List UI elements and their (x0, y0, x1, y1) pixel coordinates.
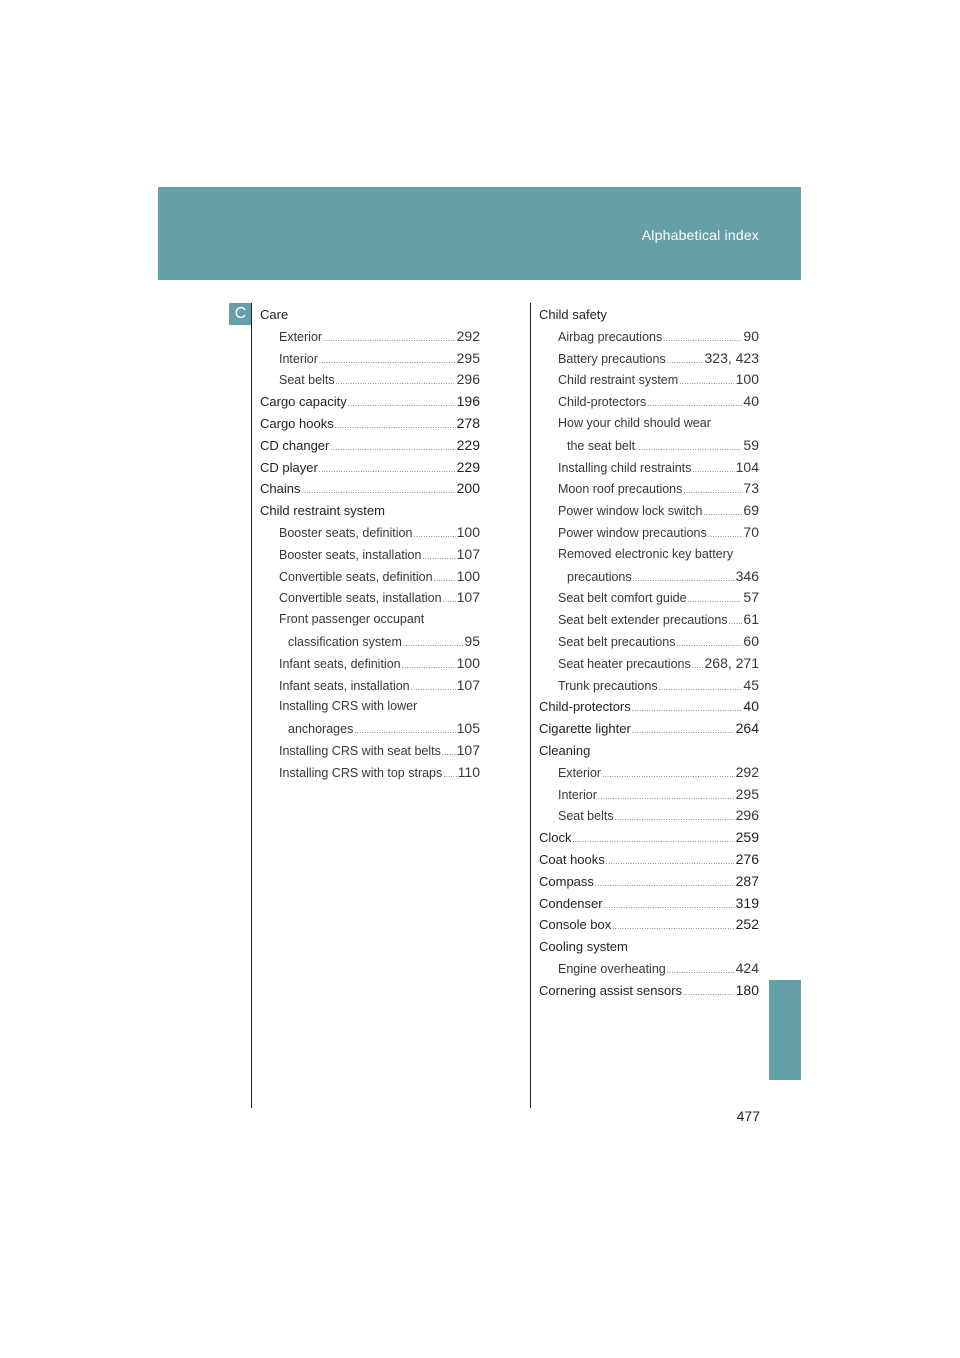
entry-text: Child restraint system (558, 373, 679, 388)
entry-page-ref: 107 (456, 741, 480, 758)
entry-text: Infant seats, installation (279, 678, 410, 693)
entry-page-ref: 100 (456, 523, 480, 540)
leader-dots (636, 438, 742, 460)
entry-page-ref: 424 (735, 959, 759, 976)
entry-text: Interior (279, 351, 318, 366)
index-subentry (260, 348, 480, 370)
entry-text: Moon roof precautions (558, 482, 683, 497)
index-subentry (260, 718, 480, 740)
entry-page-ref: 276 (735, 850, 759, 867)
leader-dots (679, 372, 734, 394)
index-subentry (539, 958, 759, 980)
leader-dots (602, 765, 735, 787)
leader-dots (659, 678, 743, 700)
entry-text: Exterior (558, 765, 602, 780)
leader-dots (336, 372, 456, 394)
index-subentry (260, 696, 480, 718)
index-subentry (539, 762, 759, 784)
entry-page-ref: 200 (456, 480, 480, 497)
leader-dots (422, 547, 455, 569)
index-subentry (539, 413, 759, 435)
entry-text: Installing child restraints (558, 460, 692, 475)
entry-text: Booster seats, installation (279, 547, 422, 562)
index-subentry (539, 631, 759, 653)
entry-page-ref: 61 (743, 611, 759, 628)
entry-page-ref: 287 (735, 872, 759, 889)
leader-dots (403, 634, 463, 656)
left-column-rule (251, 303, 252, 1108)
entry-text: Clock (539, 830, 572, 846)
leader-dots (598, 787, 735, 809)
entry-page-ref: 90 (743, 327, 759, 344)
index-subentry (260, 326, 480, 348)
entry-page-ref: 105 (456, 720, 480, 737)
entry-text: Front passenger occupant (279, 612, 425, 627)
thumb-index-tab (769, 980, 801, 1080)
entry-text: Trunk precautions (558, 678, 658, 693)
entry-page-ref: 100 (456, 567, 480, 584)
entry-text: Booster seats, definition (279, 525, 413, 540)
index-subentry (260, 762, 480, 784)
entry-text: Power window precautions (558, 525, 707, 540)
entry-text: Child-protectors (539, 699, 631, 715)
index-subentry (539, 544, 759, 566)
entry-text: Seat belts (558, 809, 614, 824)
index-subentry (539, 522, 759, 544)
entry-text: Power window lock switch (558, 504, 703, 519)
leader-dots (348, 394, 456, 416)
leader-dots (606, 852, 735, 874)
index-subentry (539, 391, 759, 413)
entry-text: Convertible seats, definition (279, 569, 433, 584)
entry-page-ref: 295 (735, 785, 759, 802)
entry-text: Installing CRS with top straps (279, 765, 443, 780)
leader-dots (595, 874, 735, 896)
index-subentry (539, 784, 759, 806)
leader-dots (683, 983, 735, 1005)
entry-text: How your child should wear (558, 415, 711, 430)
index-subentry (260, 675, 480, 697)
entry-page-ref: 40 (743, 698, 759, 715)
entry-page-ref: 252 (735, 916, 759, 933)
index-entry (539, 740, 759, 762)
entry-text: Seat belt precautions (558, 634, 676, 649)
entry-text: CD changer (260, 437, 330, 453)
leader-dots (411, 678, 456, 700)
index-entry (260, 478, 480, 500)
entry-text: CD player (260, 459, 318, 475)
index-entry (260, 304, 480, 326)
index-entry (260, 435, 480, 457)
entry-page-ref: 59 (743, 436, 759, 453)
entry-page-ref: 107 (456, 545, 480, 562)
leader-dots (434, 569, 456, 591)
entry-text: Infant seats, definition (279, 656, 401, 671)
index-column-left (260, 304, 480, 784)
leader-dots (729, 612, 743, 634)
index-entry (539, 871, 759, 893)
leader-dots (354, 721, 455, 743)
page-number: 477 (736, 1108, 760, 1124)
index-entry (539, 980, 759, 1002)
entry-page-ref: 278 (456, 414, 480, 431)
entry-text: Cigarette lighter (539, 721, 631, 737)
index-subentry (260, 587, 480, 609)
entry-text: Installing CRS with lower (279, 699, 418, 714)
entry-text: Seat belts (279, 373, 335, 388)
entry-text: Airbag precautions (558, 329, 663, 344)
index-subentry (539, 653, 759, 675)
entry-page-ref: 292 (735, 763, 759, 780)
entry-page-ref: 70 (743, 523, 759, 540)
entry-text: Convertible seats, installation (279, 591, 442, 606)
index-subentry (539, 369, 759, 391)
entry-text: Chains (260, 481, 301, 497)
entry-page-ref: 229 (456, 458, 480, 475)
index-column-right (539, 304, 759, 1002)
entry-text: Exterior (279, 329, 323, 344)
entry-text: Cargo capacity (260, 394, 347, 410)
index-entry (539, 827, 759, 849)
entry-page-ref: 110 (457, 763, 480, 780)
leader-dots (612, 917, 734, 939)
entry-page-ref: 268, 271 (704, 654, 759, 671)
entry-text: Engine overheating (558, 961, 666, 976)
index-entry (539, 936, 759, 958)
index-entry (539, 718, 759, 740)
index-subentry (539, 435, 759, 457)
index-subentry (260, 566, 480, 588)
leader-dots (704, 503, 743, 525)
entry-page-ref: 73 (743, 480, 759, 497)
index-subentry (260, 544, 480, 566)
leader-dots (443, 590, 456, 612)
leader-dots (615, 808, 735, 830)
index-subentry (539, 675, 759, 697)
entry-page-ref: 60 (743, 632, 759, 649)
index-subentry (539, 478, 759, 500)
entry-text: Condenser (539, 895, 603, 911)
entry-text: Coat hooks (539, 851, 605, 867)
entry-page-ref: 259 (735, 829, 759, 846)
leader-dots (443, 765, 456, 787)
entry-page-ref: 100 (735, 371, 759, 388)
leader-dots (688, 590, 743, 612)
index-subentry (539, 609, 759, 631)
index-subentry (539, 326, 759, 348)
entry-page-ref: 95 (464, 632, 480, 649)
header-band (158, 187, 801, 280)
leader-dots (632, 699, 743, 721)
index-subentry (539, 587, 759, 609)
leader-dots (402, 656, 456, 678)
leader-dots (319, 460, 456, 482)
entry-text: Battery precautions (558, 351, 666, 366)
entry-text: Seat belt comfort guide (558, 591, 687, 606)
index-entry (260, 500, 480, 522)
leader-dots (692, 460, 734, 482)
entry-page-ref: 296 (456, 371, 480, 388)
index-subentry (539, 805, 759, 827)
index-subentry (260, 522, 480, 544)
entry-page-ref: 69 (743, 502, 759, 519)
index-subentry (260, 653, 480, 675)
entry-text: Cargo hooks (260, 415, 334, 431)
entry-page-ref: 296 (735, 807, 759, 824)
entry-text: anchorages (288, 722, 354, 737)
entry-page-ref: 100 (456, 654, 480, 671)
entry-page-ref: 107 (456, 589, 480, 606)
leader-dots (692, 656, 704, 678)
page-title: Alphabetical index (641, 227, 759, 243)
entry-page-ref: 264 (735, 720, 759, 737)
entry-page-ref: 57 (743, 589, 759, 606)
index-entry (539, 914, 759, 936)
entry-page-ref: 319 (735, 894, 759, 911)
index-entry (260, 457, 480, 479)
index-subentry (539, 457, 759, 479)
index-entry (539, 893, 759, 915)
leader-dots (413, 525, 455, 547)
entry-page-ref: 196 (456, 393, 480, 410)
entry-text: Interior (558, 787, 597, 802)
index-subentry (260, 631, 480, 653)
index-subentry (260, 369, 480, 391)
entry-text: precautions (567, 569, 632, 584)
entry-text: Compass (539, 873, 594, 889)
entry-text: Console box (539, 917, 612, 933)
entry-page-ref: 346 (735, 567, 759, 584)
index-subentry (539, 566, 759, 588)
leader-dots (604, 896, 735, 918)
entry-page-ref: 107 (456, 676, 480, 693)
entry-text: Cornering assist sensors (539, 982, 683, 998)
leader-dots (442, 743, 456, 765)
index-subentry (539, 500, 759, 522)
entry-page-ref: 104 (735, 458, 759, 475)
index-entry (260, 413, 480, 435)
index-entry (539, 696, 759, 718)
entry-page-ref: 229 (456, 436, 480, 453)
entry-text: Child-protectors (558, 395, 647, 410)
leader-dots (319, 351, 456, 373)
leader-dots (683, 481, 742, 503)
entry-text: Seat belt extender precautions (558, 613, 728, 628)
index-subentry (260, 740, 480, 762)
index-entry (539, 304, 759, 326)
entry-page-ref: 295 (456, 349, 480, 366)
leader-dots (335, 416, 456, 438)
entry-text: Installing CRS with seat belts (279, 743, 441, 758)
index-entry (539, 849, 759, 871)
entry-text: Child safety (539, 307, 607, 322)
entry-page-ref: 180 (735, 981, 759, 998)
entry-text: the seat belt (567, 438, 636, 453)
middle-column-rule (530, 303, 531, 1108)
index-subentry (260, 609, 480, 631)
index-entry (260, 391, 480, 413)
entry-text: Seat heater precautions (558, 656, 691, 671)
entry-page-ref: 292 (456, 327, 480, 344)
leader-dots (323, 329, 456, 351)
entry-text: Child restraint system (260, 503, 385, 519)
leader-dots (632, 721, 735, 743)
leader-dots (633, 569, 735, 591)
entry-text: Cooling system (539, 939, 628, 955)
leader-dots (330, 438, 455, 460)
entry-page-ref: 45 (743, 676, 759, 693)
entry-text: classification system (288, 634, 402, 649)
entry-page-ref: 323, 423 (704, 349, 759, 366)
section-letter-tab: C (229, 303, 252, 325)
entry-text: Removed electronic key battery (558, 546, 734, 561)
index-subentry (539, 348, 759, 370)
entry-text: Care (260, 307, 289, 322)
entry-text: Cleaning (539, 742, 591, 758)
leader-dots (667, 351, 704, 373)
entry-page-ref: 40 (743, 393, 759, 410)
